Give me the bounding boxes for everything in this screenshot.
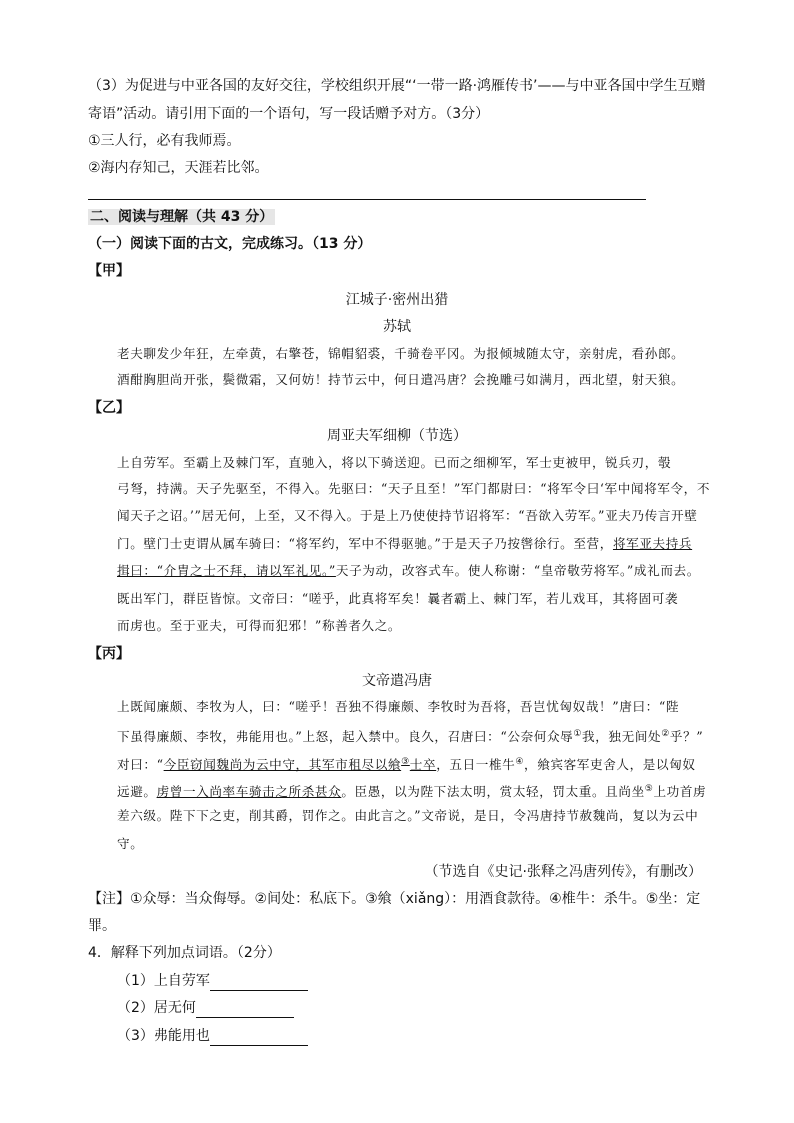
poem-line-2: 酒酣胸胆尚开张，鬓微霜，又何妨！持节云中，何日遣冯唐？会挽雕弓如满月，西北望，射天狼。 (117, 372, 685, 387)
bing-line-4b: 。臣愚，以为陛下法太明，赏太轻，罚太重。且尚坐 (341, 784, 645, 800)
bing-line-5: 差六级。陛下下之吏，削其爵，罚作之。由此言之。”文帝说，是日，令冯唐持节赦魏尚，复以为云中 (117, 808, 699, 823)
answer-blank-3[interactable] (210, 1031, 308, 1046)
subsection-heading: （一）阅读下面的古文，完成练习。（13 分） (88, 236, 372, 252)
note-ref-1: ① (573, 729, 583, 739)
yi-line-1: 上自劳军。至霸上及棘门军，直驰入，将以下骑送迎。已而之细柳军，军士吏被甲，锐兵刃，彀 (117, 455, 672, 470)
answer-blank-2[interactable] (196, 1003, 294, 1018)
yi-line-7: 而虏也。至于亚夫，可得而犯邪！”称善者久之。 (117, 618, 402, 633)
note-ref-2: ② (661, 729, 670, 739)
bing-line-2a: 下虽得廉颇、李牧，弗能用也。”上怒，起入禁中。良久，召唐曰：“公奈何众辱 (117, 729, 574, 745)
section-heading-text: 二、阅读与理解（共 43 分） (90, 209, 274, 225)
bing-line-2b: 我，独无间处 (582, 729, 662, 745)
bing-line-2c: 乎？” (669, 729, 704, 745)
bing-underlined-3: 虏曾一入尚率车骑击之所杀甚众 (156, 784, 342, 800)
yi-underlined-1: 将军亚夫持兵 (612, 536, 693, 551)
bing-line-4 (117, 779, 706, 802)
poem-author: 苏轼 (383, 319, 411, 335)
bing-line-6: 守。 (117, 836, 144, 851)
yi-underlined-2: 揖曰：“介胄之士不拜，请以军礼见。” (117, 563, 336, 578)
passage-yi-title: 周亚夫军细柳（节选） (327, 428, 467, 444)
q4-item-2 (117, 998, 294, 1018)
poem-title: 江城子·密州出猎 (345, 292, 449, 308)
answer-line[interactable] (88, 199, 646, 200)
notes-line-1: 【注】①众辱：当众侮辱。②间处：私底下。③飨（xiǎng）：用酒食款待。④椎牛：杀牛。⑤坐：定 (88, 891, 701, 907)
section-heading (88, 207, 275, 227)
bing-line-1: 上既闻廉颇、李牧为人，曰：“嗟乎！吾独不得廉颇、李牧时为吾将，吾岂忧匈奴哉！”唐曰：“陛 (117, 699, 680, 714)
yi-line-6: 既出军门，群臣皆惊。文帝曰：“嗟乎，此真将军矣！曩者霸上、棘门军，若儿戏耳，其将固可袭 (117, 591, 679, 606)
yi-line-5-text: 天子为动，改容式车。使人称谢：“皇帝敬劳将军。”成礼而去。 (335, 563, 700, 578)
q3-option-2: ②海内存知己，天涯若比邻。 (88, 160, 269, 176)
bing-underlined-1: 今臣窃闻魏尚为云中守，其军市租尽以飨 (163, 757, 402, 773)
q4-title: 4．解释下列加点词语。（2分） (88, 945, 281, 961)
passage-bing-title: 文帝遣冯唐 (362, 673, 432, 689)
q4-item-2-text: （2）居无何 (117, 1000, 196, 1016)
poem-line-1: 老夫聊发少年狂，左牵黄，右擎苍，锦帽貂裘，千骑卷平冈。为报倾城随太守，亲射虎，看孙郎。 (117, 346, 685, 361)
bing-line-3b: ，五日一椎牛 (436, 757, 516, 773)
note-ref-4: ④ (515, 757, 525, 767)
bing-line-4c: 上功首虏 (653, 784, 707, 800)
bing-line-3 (117, 752, 696, 775)
bing-underlined-2: 士卒 (409, 757, 437, 773)
answer-blank-1[interactable] (210, 976, 308, 991)
q4-item-1-text: （1）上自劳军 (117, 973, 210, 989)
q4-item-3-text: （3）弗能用也 (117, 1028, 210, 1044)
q3-line-1: （3）为促进与中亚各国的友好交往，学校组织开展“‘一带一路·鸿雁传书’——与中亚各国中学生互赠 (88, 78, 706, 94)
q4-item-1 (117, 971, 308, 991)
yi-line-4 (117, 534, 692, 554)
q3-line-2: 寄语”活动。请引用下面的一个语句，写一段话赠予对方。（3分） (88, 106, 490, 122)
q3-option-1: ①三人行，必有我师焉。 (88, 133, 241, 149)
marker-bing: 【丙】 (88, 646, 130, 662)
note-ref-5: ⑤ (644, 784, 654, 794)
bing-line-2 (117, 724, 703, 747)
source-citation: （节选自《史记·张释之冯唐列传》，有删改） (424, 864, 702, 880)
marker-yi: 【乙】 (88, 400, 130, 416)
yi-line-4-text: 门。壁门士吏谓从属车骑曰：“将军约，军中不得驱驰。”于是天子乃按辔徐行。至营， (117, 536, 613, 551)
yi-line-3: 闻天子之诏。’”居无何，上至，又不得入。于是上乃使使持节诏将军：“吾欲入劳军。”亚夫乃传言开壁 (117, 508, 698, 523)
yi-line-2: 弓弩，持满。天子先驱至，不得入。先驱曰：“天子且至！”军门都尉曰：“将军令曰‘军中闻将军令，不 (117, 481, 711, 496)
yi-line-5 (117, 561, 700, 581)
bing-line-3c: ，飨宾客军吏舍人，是以匈奴 (524, 757, 696, 773)
bing-line-4a: 远避。 (117, 784, 157, 800)
note-ref-3: ③ (401, 757, 410, 767)
bing-line-3a: 对曰：“ (117, 757, 164, 773)
notes-line-2: 罪。 (88, 918, 116, 934)
q4-item-3 (117, 1026, 308, 1046)
marker-jia: 【甲】 (88, 263, 130, 279)
